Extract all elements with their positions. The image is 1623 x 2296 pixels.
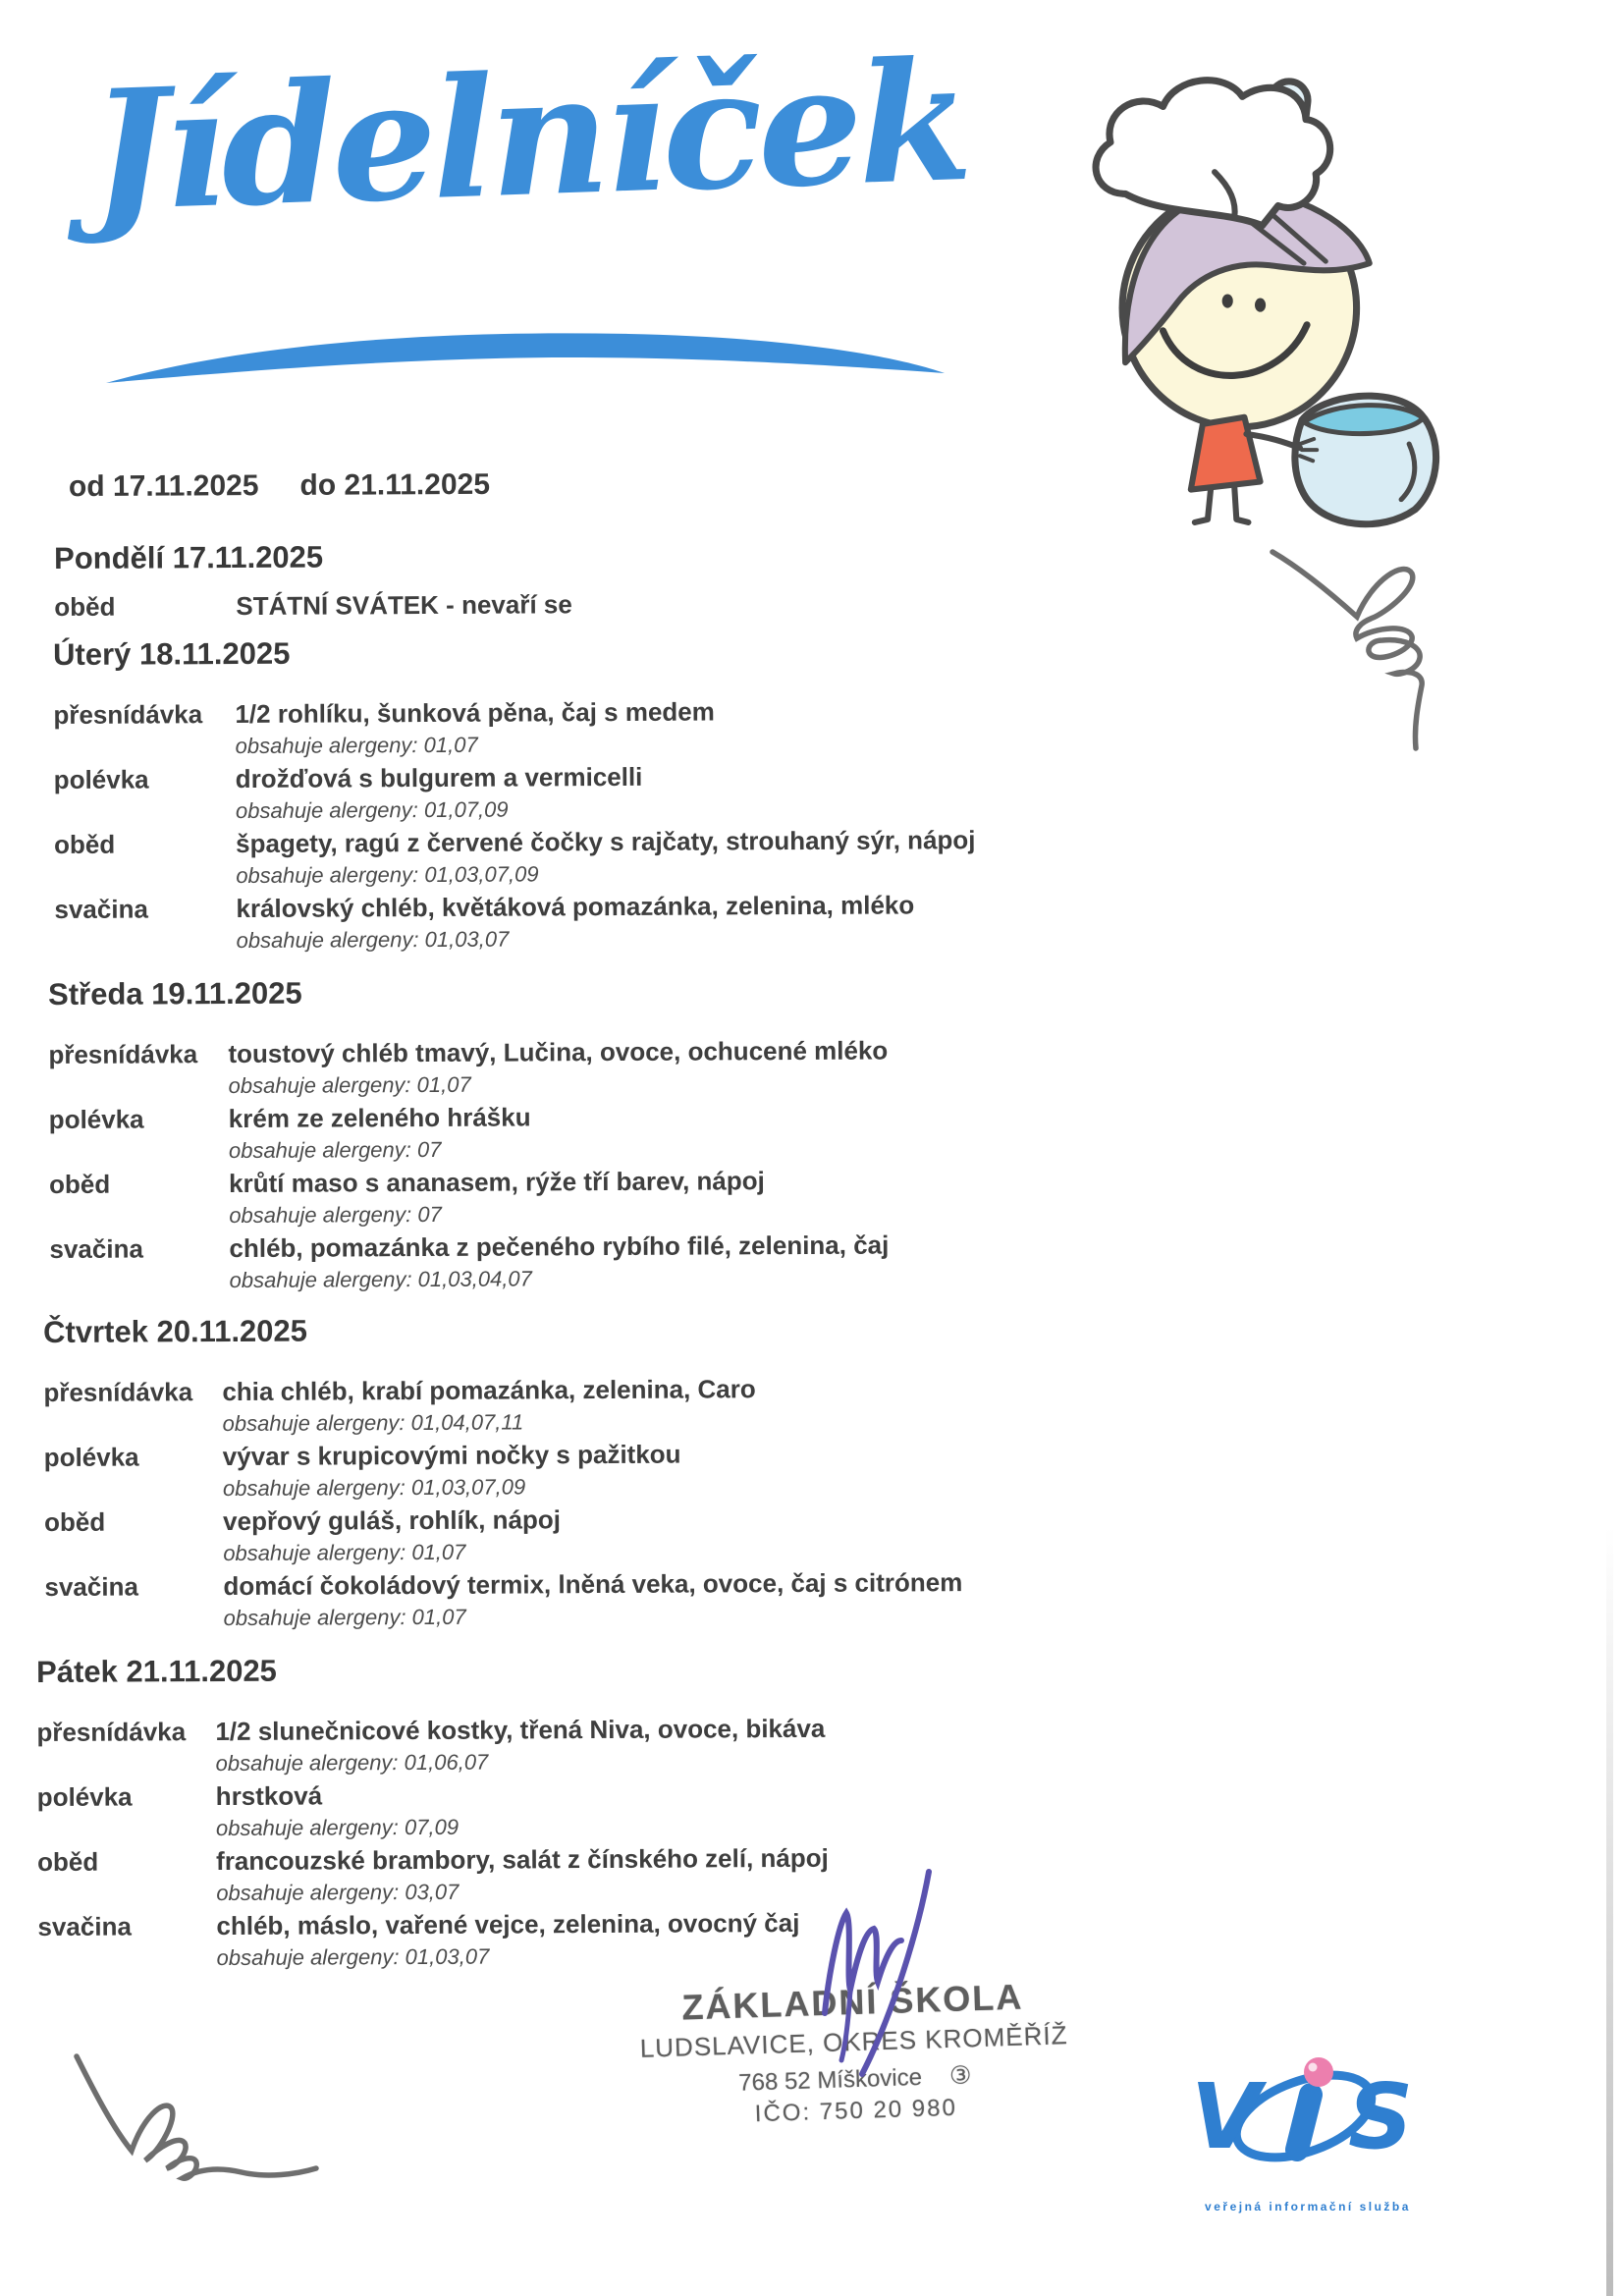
meal-row [48,1035,888,1104]
meal-row [49,1165,889,1233]
meal-allergens: obsahuje alergeny: 01,03,07,09 [222,1474,526,1502]
meal-allergens: obsahuje alergeny: 01,07,09 [235,796,509,824]
meal-row [54,588,572,624]
meal-label: svačina [49,1233,143,1264]
meal-text: chléb, pomazánka z pečeného rybího filé, zelenina, čaj [229,1230,890,1264]
meal-label: oběd [37,1846,99,1877]
vis-logo [1191,2055,1417,2178]
day-heading: Pátek 21.11.2025 [36,1653,277,1689]
signature-bottom-left [49,2052,344,2259]
meal-row [43,1372,961,1442]
chef-character-illustration [1065,65,1443,531]
meal-allergens: obsahuje alergeny: 01,03,07,09 [236,861,539,889]
meal-text: krůtí maso s ananasem, rýže tří barev, nápoj [229,1166,765,1199]
meal-label: svačina [37,1911,132,1941]
meal-label: přesnídávka [43,1377,193,1407]
stamp-school-name: ZÁKLADNÍ ŠKOLA [680,1976,1024,2028]
meal-allergens: obsahuje alergeny: 01,07 [223,1604,466,1631]
meal-text: 1/2 slunečnicové kostky, třená Niva, ovoce, bikáva [215,1713,826,1747]
meal-text: špagety, ragú z červené čočky s rajčaty, strouhaný sýr, nápoj [236,825,976,859]
signature-monogram-right [1267,530,1463,761]
date-to: do 21.11.2025 [299,467,491,502]
meal-text: hrstková [215,1780,323,1812]
meal-label: oběd [44,1506,106,1537]
meal-label: polévka [43,1442,139,1472]
meal-text: 1/2 rohlíku, šunková pěna, čaj s medem [235,696,715,730]
day-heading: Čtvrtek 20.11.2025 [43,1313,308,1349]
meal-text: krém ze zeleného hrášku [228,1102,531,1134]
meal-text: vývar s krupicovými nočky s pažitkou [222,1439,681,1472]
meal-text: chia chléb, krabí pomazánka, zelenina, Caro [222,1374,756,1407]
meal-allergens: obsahuje alergeny: 01,07 [228,1071,471,1099]
meal-allergens: obsahuje alergeny: 01,03,04,07 [229,1266,532,1293]
stamp-number-badge: ③ [948,2061,972,2090]
chef-hat-icon [1096,81,1330,226]
meal-label: oběd [54,591,116,622]
day-heading: Pondělí 17.11.2025 [54,539,324,575]
meal-text: královský chléb, květáková pomazánka, zelenina, mléko [236,890,915,924]
meal-row [54,759,976,829]
meal-allergens: obsahuje alergeny: 01,07 [223,1539,466,1566]
meal-label: přesnídávka [36,1717,187,1747]
title-underline-swoosh [98,324,952,393]
scan-artifact-streak [1606,1527,1613,2296]
meal-allergens: obsahuje alergeny: 01,03,07 [236,926,510,954]
meal-row [37,1777,829,1846]
meal-row [53,694,975,764]
meal-row [44,1566,962,1636]
date-range [69,468,490,504]
vis-tagline: veřejná informační služba [1205,2200,1411,2214]
bowl-icon [1295,396,1436,524]
meal-text: francouzské brambory, salát z čínského zelí, nápoj [216,1842,829,1877]
vis-letter-i-stem [1297,2095,1311,2150]
meal-label: oběd [49,1169,111,1199]
meal-row [54,824,976,894]
stamp-ico: IČO: 750 20 980 [754,2094,958,2128]
meal-text: toustový chléb tmavý, Lučina, ovoce, ochucené mléko [228,1035,889,1069]
meal-allergens: obsahuje alergeny: 01,03,07 [216,1943,490,1971]
meal-allergens: obsahuje alergeny: 01,04,07,11 [222,1409,524,1437]
meal-row [44,1437,962,1506]
stamp-address: 768 52 Míškovice ③ [737,2061,972,2097]
meal-allergens: obsahuje alergeny: 03,07 [216,1879,460,1906]
vis-dot-icon [1304,2057,1333,2087]
meal-label: svačina [54,894,148,924]
meal-row [49,1230,889,1298]
meal-row [37,1842,829,1911]
meal-text: STÁTNÍ SVÁTEK - nevaří se [236,589,572,622]
meal-allergens: obsahuje alergeny: 07 [228,1136,442,1164]
vis-letter-v: V [1191,2064,1262,2169]
meal-allergens: obsahuje alergeny: 01,06,07 [215,1749,489,1777]
meal-label: polévka [53,764,149,794]
meal-row [36,1713,828,1781]
day-section-wednesday [48,972,890,1298]
stamp-district: LUDSLAVICE, OKRES KROMĚŘÍŽ [639,2020,1068,2063]
meal-label: oběd [54,829,116,859]
meal-allergens: obsahuje alergeny: 01,07 [235,732,478,759]
meal-row [44,1502,962,1571]
meal-allergens: obsahuje alergeny: 07,09 [215,1814,460,1841]
day-section-thursday [43,1309,963,1636]
meal-label: polévka [36,1781,133,1812]
day-section-friday [36,1650,829,1976]
meal-text: vepřový guláš, rohlík, nápoj [223,1504,562,1537]
meal-text: chléb, máslo, vařené vejce, zelenina, ovocný čaj [216,1907,800,1941]
day-heading: Středa 19.11.2025 [48,975,302,1011]
meal-text: drožďová s bulgurem a vermicelli [235,761,643,794]
director-signature-blue [756,1866,1021,2077]
meal-row [49,1100,889,1169]
meal-row [54,889,976,958]
page-title: Jídelníček [86,23,971,248]
date-from: od 17.11.2025 [68,469,259,504]
meal-label: svačina [44,1571,138,1602]
meal-label: přesnídávka [53,699,203,730]
meal-allergens: obsahuje alergeny: 07 [229,1201,442,1229]
meal-text: domácí čokoládový termix, lněná veka, ovoce, čaj s citrónem [223,1567,963,1602]
day-section-tuesday [53,631,976,958]
meal-label: polévka [48,1104,144,1134]
meal-label: přesnídávka [48,1039,198,1069]
day-section-monday [54,537,572,624]
day-heading: Úterý 18.11.2025 [53,635,291,672]
vis-letter-s: S [1348,2064,1414,2169]
meal-row [37,1907,829,1976]
